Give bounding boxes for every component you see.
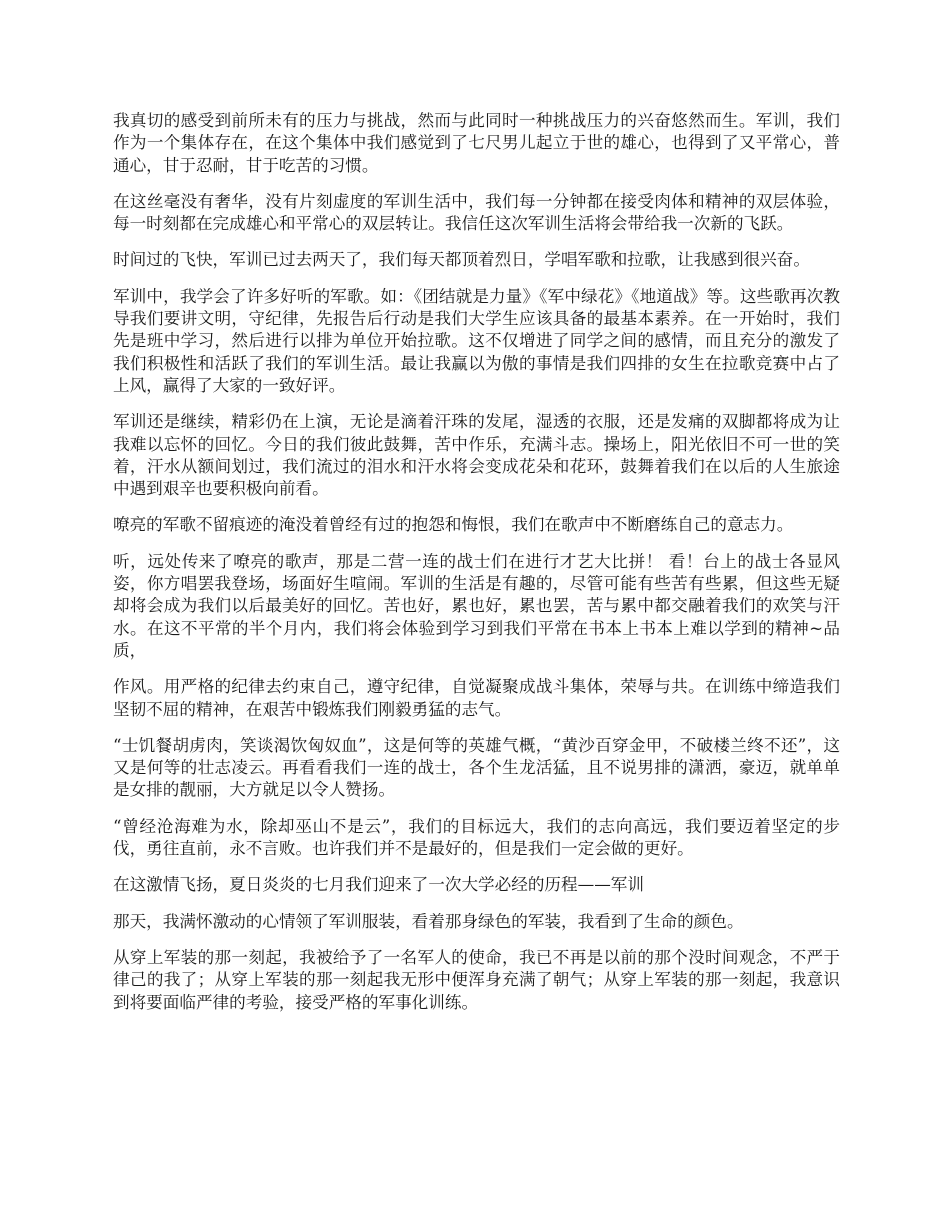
paragraph: 作风。用严格的纪律去约束自己，遵守纪律，自觉凝聚成战斗集体，荣辱与共。在训练中缔造我们坚韧不屈的精神，在艰苦中锻炼我们刚毅勇猛的志气。: [113, 677, 840, 719]
paragraph: 军训还是继续，精彩仍在上演，无论是滴着汗珠的发尾，湿透的衣服，还是发痛的双脚都将成为让我难以忘怀的回忆。今日的我们彼此鼓舞，苦中作乐，充满斗志。操场上，阳光依旧不可一世的笑着，汗水从额间划过，我们流过的泪水和汗水将会变成花朵和花环，鼓舞着我们在以后的人生旅途中遇到艰辛也要积极向前看。: [113, 412, 840, 499]
paragraph: 在这丝毫没有奢华，没有片刻虚度的军训生活中，我们每一分钟都在接受肉体和精神的双层体验，每一时刻都在完成雄心和平常心的双层转让。我信任这次军训生活将会带给我一次新的飞跃。: [113, 191, 840, 234]
paragraph: 嘹亮的军歌不留痕迹的淹没着曾经有过的抱怨和悔恨，我们在歌声中不断磨练自己的意志力。: [113, 515, 794, 535]
paragraph: “曾经沧海难为水，除却巫山不是云”，我们的目标远大，我们的志向高远，我们要迈着坚定的步伐，勇往直前，永不言败。也许我们并不是最好的，但是我们一定会做的更好。: [113, 816, 840, 859]
paragraph: 在这激情飞扬，夏日炎炎的七月我们迎来了一次大学必经的历程——军训: [113, 875, 644, 895]
paragraph: 军训中，我学会了许多好听的军歌。如：《团结就是力量》《军中绿花》《地道战》等。这些歌再次教导我们要讲文明，守纪律，先报告后行动是我们大学生应该具备的最基本素养。在一开始时，我们先是班中学习，然后进行以排为单位开始拉歌。这不仅增进了同学之间的感情，而且充分的激发了我们积极性和活跃了我们的军训生活。最让我赢以为傲的事情是我们四排的女生在拉歌竞赛中占了上风，赢得了大家的一致好评。: [113, 286, 840, 395]
paragraph: 从穿上军装的那一刻起，我被给予了一名军人的使命，我已不再是以前的那个没时间观念，不严于律己的我了；从穿上军装的那一刻起我无形中便浑身充满了朝气；从穿上军装的那一刻起，我意识到将要面临严律的考验，接受严格的军事化训练。: [113, 947, 840, 1012]
paragraph: 听，远处传来了嘹亮的歌声，那是二营一连的战士们在进行才艺大比拼！ 看！台上的战士各显风姿，你方唱罢我登场，场面好生喧闹。军训的生活是有趣的，尽管可能有些苦有些累，但这些无疑却将会成为我们以后最美好的回忆。苦也好，累也好，累也罢，苦与累中都交融着我们的欢笑与汗水。在这不平常的半个月内，我们将会体验到学习到我们平常在书本上书本上难以学到的精神~品质，: [113, 551, 840, 660]
paragraph: “士饥餐胡虏肉，笑谈渴饮匈奴血”，这是何等的英雄气概，“黄沙百穿金甲，不破楼兰终不还”，这又是何等的壮志凌云。再看看我们一连的战士，各个生龙活猛，且不说男排的潇洒，豪迈，就单单是女排的靓丽，大方就足以令人赞扬。: [113, 735, 840, 800]
paragraph: 时间过的飞快，军训已过去两天了，我们每天都顶着烈日，学唱军歌和拉歌，让我感到很兴奋。: [113, 250, 810, 270]
paragraph: 我真切的感受到前所未有的压力与挑战，然而与此同时一种挑战压力的兴奋悠然而生。军训，我们作为一个集体存在，在这个集体中我们感觉到了七尺男儿起立于世的雄心，也得到了又平常心，普通心，甘于忍耐，甘于吃苦的习惯。: [113, 111, 840, 175]
paragraph: 那天，我满怀激动的心情领了军训服装，看着那身绿色的军装，我看到了生命的颜色。: [113, 911, 744, 931]
document-body: [113, 110, 840, 1028]
